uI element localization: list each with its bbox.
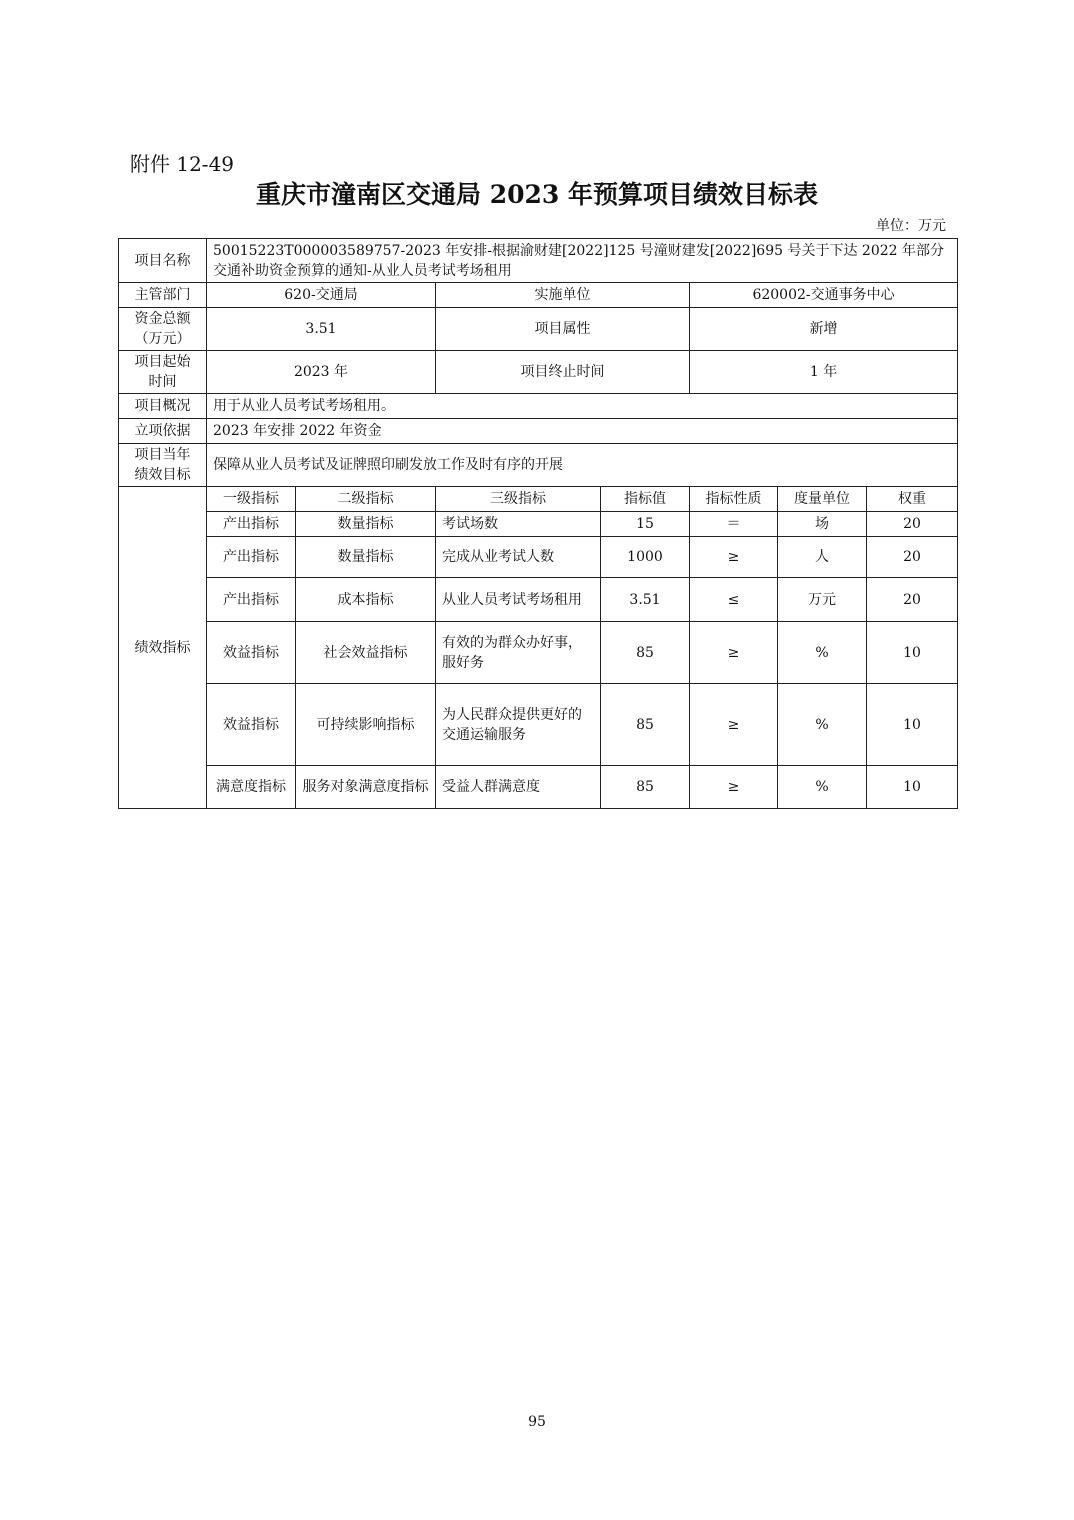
dept-value: 620-交通局 xyxy=(207,283,436,308)
level2-cell: 可持续影响指标 xyxy=(296,684,436,766)
project-name-value: 50015223T000003589757-2023 年安排-根据渝财建[2022]125 号潼财建发[2022]695 号关于下达 2022 年部分交通补助资金预算的通知-从业人员考试考场租用 xyxy=(207,239,958,283)
nature-cell: ≤ xyxy=(690,578,778,622)
unit-cell: % xyxy=(778,766,867,809)
table-row xyxy=(119,766,958,809)
weight-cell: 10 xyxy=(867,684,958,766)
start-value: 2023 年 xyxy=(207,351,436,394)
unit-cell: 人 xyxy=(778,537,867,578)
indicators-section-label: 绩效指标 xyxy=(119,487,207,809)
level2-cell: 服务对象满意度指标 xyxy=(296,766,436,809)
level3-cell: 完成从业考试人数 xyxy=(436,537,601,578)
table-row xyxy=(119,537,958,578)
page-number: 95 xyxy=(528,1414,546,1430)
level1-cell: 产出指标 xyxy=(207,578,296,622)
goal-value: 保障从业人员考试及证牌照印刷发放工作及时有序的开展 xyxy=(207,444,958,487)
level1-cell: 产出指标 xyxy=(207,537,296,578)
nature-cell: ≥ xyxy=(690,537,778,578)
nature-cell: ＝ xyxy=(690,512,778,537)
goal-label-line2: 绩效目标 xyxy=(134,467,191,483)
level2-cell: 社会效益指标 xyxy=(296,622,436,684)
attr-label: 项目属性 xyxy=(436,308,690,351)
table-row xyxy=(119,684,958,766)
impl-value: 620002-交通事务中心 xyxy=(690,283,958,308)
unit-cell: 场 xyxy=(778,512,867,537)
basis-value: 2023 年安排 2022 年资金 xyxy=(207,419,958,444)
row-period xyxy=(119,351,958,394)
level1-cell: 效益指标 xyxy=(207,622,296,684)
value-cell: 85 xyxy=(601,684,690,766)
value-cell: 85 xyxy=(601,766,690,809)
level3-cell: 考试场数 xyxy=(436,512,601,537)
level3-cell: 有效的为群众办好事，服好务 xyxy=(436,622,601,684)
project-name-label: 项目名称 xyxy=(119,239,207,283)
nature-cell: ≥ xyxy=(690,622,778,684)
level2-cell: 数量指标 xyxy=(296,537,436,578)
value-cell: 85 xyxy=(601,622,690,684)
nature-cell: ≥ xyxy=(690,684,778,766)
table-row xyxy=(119,512,958,537)
header-unit: 度量单位 xyxy=(778,487,867,512)
overview-label: 项目概况 xyxy=(119,394,207,419)
unit-cell: % xyxy=(778,684,867,766)
header-level1: 一级指标 xyxy=(207,487,296,512)
weight-cell: 20 xyxy=(867,578,958,622)
fund-value: 3.51 xyxy=(207,308,436,351)
level3-cell: 为人民群众提供更好的交通运输服务 xyxy=(436,684,601,766)
unit-label: 单位：万元 xyxy=(876,218,946,234)
row-project-name xyxy=(119,239,958,283)
fund-label xyxy=(119,308,207,351)
nature-cell: ≥ xyxy=(690,766,778,809)
attr-value: 新增 xyxy=(690,308,958,351)
row-department xyxy=(119,283,958,308)
value-cell: 3.51 xyxy=(601,578,690,622)
row-basis xyxy=(119,419,958,444)
fund-label-line1: 资金总额 xyxy=(134,311,191,327)
header-level2: 二级指标 xyxy=(296,487,436,512)
page-title: 重庆市潼南区交通局 2023 年预算项目绩效目标表 xyxy=(256,180,818,209)
table-row xyxy=(119,622,958,684)
indicator-header-row xyxy=(119,487,958,512)
end-value: 1 年 xyxy=(690,351,958,394)
header-nature: 指标性质 xyxy=(690,487,778,512)
end-label: 项目终止时间 xyxy=(436,351,690,394)
row-goal xyxy=(119,444,958,487)
row-overview xyxy=(119,394,958,419)
goal-label xyxy=(119,444,207,487)
basis-label: 立项依据 xyxy=(119,419,207,444)
start-label-line2: 时间 xyxy=(148,374,177,390)
level3-cell: 从业人员考试考场租用 xyxy=(436,578,601,622)
level1-cell: 满意度指标 xyxy=(207,766,296,809)
level3-cell: 受益人群满意度 xyxy=(436,766,601,809)
header-level3: 三级指标 xyxy=(436,487,601,512)
overview-value: 用于从业人员考试考场租用。 xyxy=(207,394,958,419)
fund-label-line2: （万元） xyxy=(134,331,191,347)
weight-cell: 20 xyxy=(867,512,958,537)
attachment-label: 附件 12-49 xyxy=(130,152,235,176)
performance-target-table xyxy=(118,238,958,809)
goal-label-line1: 项目当年 xyxy=(134,447,191,463)
value-cell: 15 xyxy=(601,512,690,537)
row-fund xyxy=(119,308,958,351)
level2-cell: 数量指标 xyxy=(296,512,436,537)
dept-label: 主管部门 xyxy=(119,283,207,308)
level1-cell: 产出指标 xyxy=(207,512,296,537)
level1-cell: 效益指标 xyxy=(207,684,296,766)
value-cell: 1000 xyxy=(601,537,690,578)
header-weight: 权重 xyxy=(867,487,958,512)
header-value: 指标值 xyxy=(601,487,690,512)
unit-cell: 万元 xyxy=(778,578,867,622)
unit-cell: % xyxy=(778,622,867,684)
weight-cell: 10 xyxy=(867,622,958,684)
weight-cell: 10 xyxy=(867,766,958,809)
start-label xyxy=(119,351,207,394)
start-label-line1: 项目起始 xyxy=(134,354,191,370)
impl-label: 实施单位 xyxy=(436,283,690,308)
weight-cell: 20 xyxy=(867,537,958,578)
table-row xyxy=(119,578,958,622)
level2-cell: 成本指标 xyxy=(296,578,436,622)
